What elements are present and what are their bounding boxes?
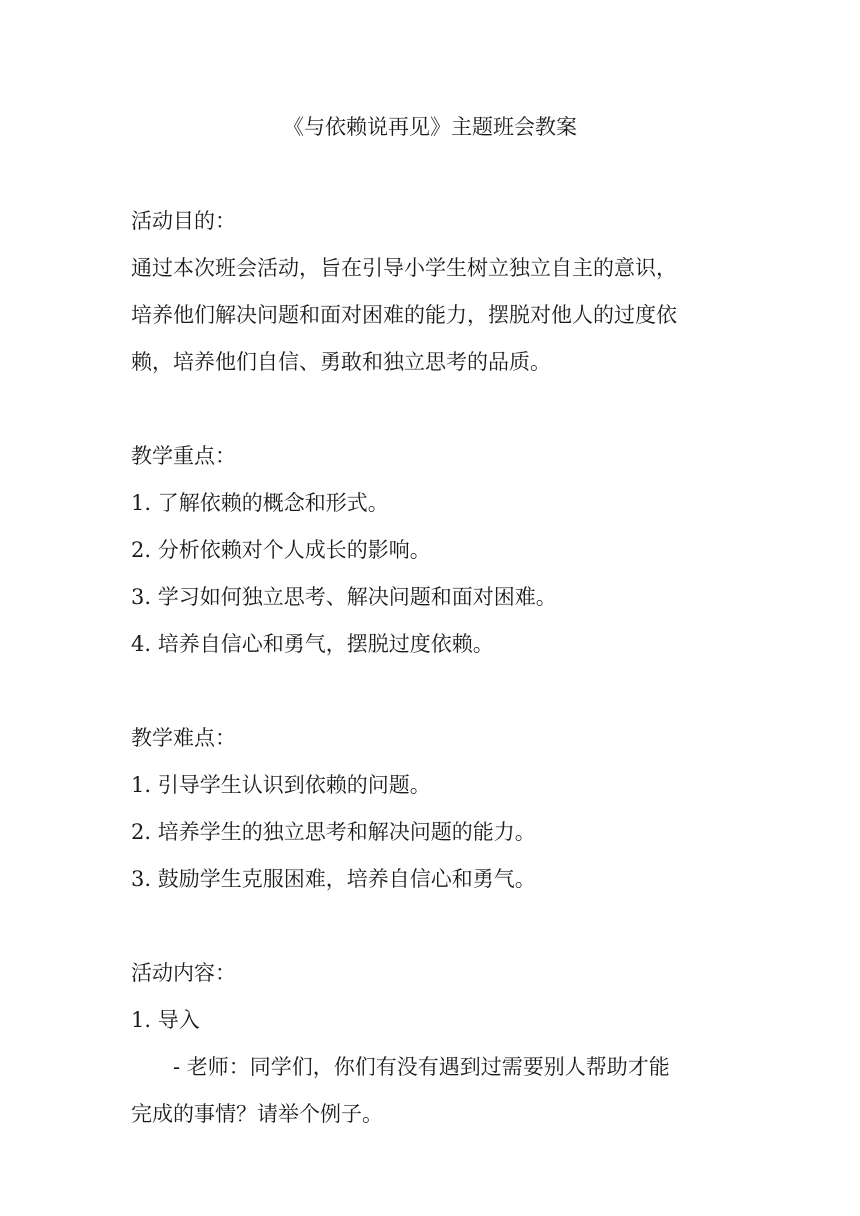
difficulties-heading: 教学难点： (131, 726, 236, 750)
document-body (131, 198, 743, 1138)
difficulty-item: 1. 引导学生认识到依赖的问题。 (131, 773, 431, 797)
content-heading: 活动内容： (131, 961, 236, 985)
section-gap (131, 903, 743, 950)
content-sub-line: 完成的事情？请举个例子。 (131, 1102, 383, 1126)
difficulty-item: 2. 培养学生的独立思考和解决问题的能力。 (131, 820, 536, 844)
content-sub-line: - 老师：同学们，你们有没有遇到过需要别人帮助才能 (173, 1055, 670, 1079)
document-title: 《与依赖说再见》主题班会教案 (283, 115, 577, 139)
key-point-item: 3. 学习如何独立思考、解决问题和面对困难。 (131, 585, 557, 609)
purpose-line: 培养他们解决问题和面对困难的能力，摆脱对他人的过度依 (131, 303, 677, 327)
purpose-line: 赖，培养他们自信、勇敢和独立思考的品质。 (131, 350, 551, 374)
purpose-heading: 活动目的： (131, 209, 236, 233)
content-item: 1. 导入 (131, 1008, 200, 1032)
key-points-heading: 教学重点： (131, 444, 236, 468)
section-gap (131, 386, 743, 433)
key-point-item: 4. 培养自信心和勇气，摆脱过度依赖。 (131, 632, 494, 656)
key-point-item: 1. 了解依赖的概念和形式。 (131, 491, 389, 515)
section-gap (131, 668, 743, 715)
key-point-item: 2. 分析依赖对个人成长的影响。 (131, 538, 431, 562)
difficulty-item: 3. 鼓励学生克服困难，培养自信心和勇气。 (131, 867, 536, 891)
purpose-line: 通过本次班会活动，旨在引导小学生树立独立自主的意识， (131, 256, 677, 280)
